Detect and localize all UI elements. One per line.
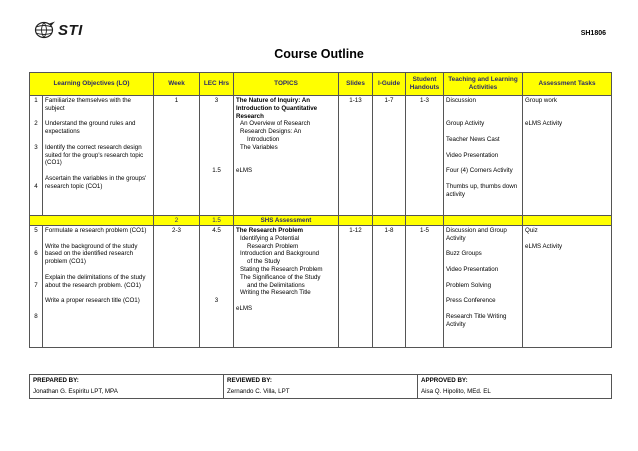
prepared-by-name: Jonathan G. Espiritu LPT, MPA <box>33 388 118 395</box>
assessment-row-label: SHS Assessment <box>234 216 339 226</box>
table-row <box>30 96 612 216</box>
lo-text: Formulate a research problem (CO1) <box>45 227 147 234</box>
table-row <box>30 226 612 348</box>
lec-hrs-value: 3 <box>214 297 219 305</box>
signatures-row <box>30 375 612 399</box>
topic-item: Research Designs: An <box>240 128 302 136</box>
iguide-cell: 1-7 <box>373 96 406 216</box>
activity-item: Thumbs up, thumbs down activity <box>446 182 518 198</box>
activity-item: Group Activity <box>446 120 485 128</box>
topic-title: Introduction to Quantitative <box>236 104 318 112</box>
lo-text: Write a proper research title (CO1) <box>45 297 140 305</box>
lo-text: Identify the correct research design suited for the group's research topic (CO1) <box>45 143 144 167</box>
iguide-cell: 1-8 <box>373 226 406 348</box>
col-header-slides: Slides <box>339 73 373 96</box>
activity-item: Four (4) Corners Activity <box>446 167 513 175</box>
slides-cell: 1-13 <box>339 96 373 216</box>
lec-hrs-value: 3 <box>214 97 219 104</box>
approved-by-label: APPROVED BY: <box>421 377 468 384</box>
week-cell: 2-3 <box>154 226 200 348</box>
lo-number-cell <box>30 226 43 348</box>
topic-item: Introduction <box>247 135 280 143</box>
lec-hrs-value: 4.5 <box>212 227 221 234</box>
topic-item: Identifying a Potential <box>240 234 300 242</box>
activity-item: Press Conference <box>446 297 496 305</box>
approved-by-cell <box>418 375 612 399</box>
lo-text: Ascertain the variables in the groups' research topic (CO1) <box>45 174 147 190</box>
lo-text: Explain the delimitations of the study about the research problem. (CO1) <box>45 273 146 289</box>
topic-item: Introduction and Background <box>240 250 320 258</box>
table-header-row <box>30 73 612 96</box>
col-header-activities: Teaching and Learning Activities <box>444 73 523 96</box>
reviewed-by-label: REVIEWED BY: <box>227 377 272 384</box>
topic-item: The Significance of the Study <box>240 273 321 281</box>
assessment-cell <box>523 96 612 216</box>
lec-hrs-cell <box>200 96 234 216</box>
col-header-assessment: Assessment Tasks <box>523 73 612 96</box>
lo-number: 2 <box>34 120 38 128</box>
topic-item: An Overview of Research <box>240 120 311 128</box>
topic-item: Writing the Research Title <box>240 289 311 297</box>
lo-text-cell <box>43 226 154 348</box>
prepared-by-label: PREPARED BY: <box>33 377 79 384</box>
signatures-table <box>29 374 612 399</box>
activity-item: Teacher News Cast <box>446 135 500 143</box>
lo-number: 6 <box>34 250 38 258</box>
handouts-cell: 1-3 <box>406 96 444 216</box>
activity-item: Video Presentation <box>446 151 499 159</box>
lo-number: 4 <box>34 182 38 190</box>
activity-item: Buzz Groups <box>446 250 482 258</box>
week-cell: 1 <box>154 96 200 216</box>
lo-text: Write the background of the study based on the identified research problem (CO1) <box>45 242 138 266</box>
assessment-row-blank <box>30 216 154 226</box>
assessment-row-week: 2 <box>154 216 200 226</box>
assessment-item: eLMS Activity <box>525 120 563 128</box>
reviewed-by-cell <box>224 375 418 399</box>
topic-title: Research <box>236 112 264 120</box>
lo-number: 3 <box>34 143 38 151</box>
topic-item: eLMS <box>236 304 253 312</box>
activities-cell <box>444 96 523 216</box>
topics-cell <box>234 226 339 348</box>
col-header-week: Week <box>154 73 200 96</box>
document-code: SH1806 <box>580 30 606 37</box>
topic-item: eLMS <box>236 167 253 175</box>
activity-item: Discussion <box>446 97 476 104</box>
globe-icon <box>34 21 56 39</box>
topic-item: Research Problem <box>247 242 299 250</box>
prepared-by-cell <box>30 375 224 399</box>
col-header-lo: Learning Objectives (LO) <box>30 73 154 96</box>
assessment-cell <box>523 226 612 348</box>
topic-title: The Nature of Inquiry: An <box>236 97 311 104</box>
lo-number-cell <box>30 96 43 216</box>
lo-number: 7 <box>34 281 38 289</box>
activity-item: Problem Solving <box>446 281 492 289</box>
assessment-row-hrs: 1.5 <box>200 216 234 226</box>
col-header-lec-hrs: LEC Hrs <box>200 73 234 96</box>
slides-cell: 1-12 <box>339 226 373 348</box>
assessment-item: Group work <box>525 97 557 104</box>
page-title: Course Outline <box>274 47 364 61</box>
topic-item: of the Study <box>247 258 281 266</box>
lec-hrs-cell <box>200 226 234 348</box>
lo-number: 5 <box>34 227 38 234</box>
col-header-topics: TOPICS <box>234 73 339 96</box>
course-outline-table <box>29 72 612 348</box>
lo-text: Understand the ground rules and expectations <box>45 120 136 136</box>
sti-logo <box>34 21 83 39</box>
approved-by-name: Aisa Q. Hipolito, MEd. EL <box>421 388 491 395</box>
handouts-cell: 1-5 <box>406 226 444 348</box>
shs-assessment-row <box>30 216 612 226</box>
topic-item: The Variables <box>240 143 278 151</box>
col-header-iguide: I-Guide <box>373 73 406 96</box>
topic-item: and the Delimitations <box>247 281 305 289</box>
activity-item: Video Presentation <box>446 265 499 273</box>
lo-number: 8 <box>34 312 38 320</box>
topic-item: Stating the Research Problem <box>240 265 323 273</box>
lec-hrs-value: 1.5 <box>212 167 221 175</box>
assessment-item: Quiz <box>525 227 538 234</box>
activity-item: Research Title Writing Activity <box>446 312 507 328</box>
lo-text-cell <box>43 96 154 216</box>
reviewed-by-name: Zernando C. Villa, LPT <box>227 388 290 395</box>
activity-item: Discussion and Group Activity <box>446 227 507 242</box>
col-header-handouts: Student Handouts <box>406 73 444 96</box>
lo-text: Familiarize themselves with the subject <box>45 97 131 112</box>
lo-number: 1 <box>34 97 38 104</box>
assessment-item: eLMS Activity <box>525 242 563 250</box>
topic-title: The Research Problem <box>236 227 304 234</box>
topics-cell <box>234 96 339 216</box>
logo-text: STI <box>58 21 83 39</box>
activities-cell <box>444 226 523 348</box>
